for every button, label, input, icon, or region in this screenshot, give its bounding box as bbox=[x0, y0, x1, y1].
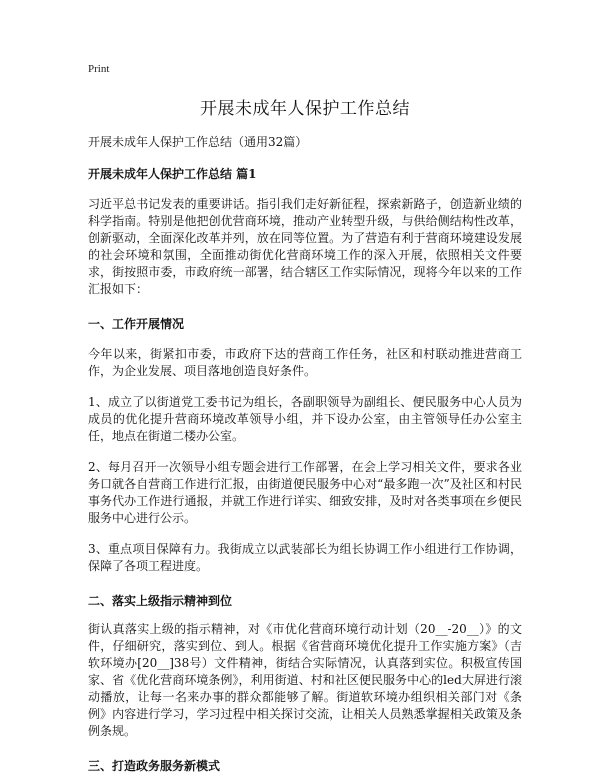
paragraph-implementation: 街认真落实上级的指示精神，对《市优化营商环境行动计划（20__-20__）》的文件，仔细研究，落实到位、到人。根据《省营商环境优化提升工作实施方案》（吉软环境办[20__]38号）文件精神，街结合实际情况，认真落到实位。积极宣传国家、省《优化营商环境条例》，利用街道、村和社区便民服务中心的led大屏进行滚动播放，让每一名来办事的群众都能够了解。街道软环境办组织相关部门对《条例》内容进行学习，学习过程中相关探讨交流，让相关人员熟悉掌握相关政策及条例条规。 bbox=[88, 622, 522, 738]
print-label: Print bbox=[88, 63, 110, 75]
paragraph-overview: 今年以来，街紧扣市委，市政府下达的营商工作任务，社区和村联动推进营商工作，为企业发展、项目落地创造良好条件。 bbox=[88, 347, 522, 378]
document-page bbox=[88, 62, 522, 774]
document-title: 开展未成年人保护工作总结 bbox=[200, 99, 410, 119]
paragraph-item-2: 2、每月召开一次领导小组专题会进行工作部署，在会上学习相关文件，要求各业务口就各自营商工作进行汇报，由街道便民服务中心对“最多跑一次”及社区和村民事务代办工作进行通报，并就工作进行详实、细致安排，及时对各类事项在乡便民服务中心进行公示。 bbox=[88, 460, 522, 525]
heading-implementation: 二、落实上级指示精神到位 bbox=[88, 594, 233, 608]
paragraph-item-3: 3、重点项目保障有力。我街成立以武装部长为组长协调工作小组进行工作协调，保障了各项工程进度。 bbox=[88, 542, 522, 573]
heading-work-progress: 一、工作开展情况 bbox=[88, 317, 185, 331]
section-title: 开展未成年人保护工作总结 篇1 bbox=[88, 167, 257, 181]
heading-service-model: 三、打造政务服务新模式 bbox=[88, 759, 221, 773]
paragraph-item-1: 1、成立了以街道党工委书记为组长，各副职领导为副组长、便民服务中心人员为成员的优化提升营商环境改革领导小组，并下设办公室，由主管领导任办公室主任，地点在街道二楼办公室。 bbox=[88, 395, 522, 443]
document-subtitle: 开展未成年人保护工作总结（通用32篇） bbox=[88, 135, 308, 149]
intro-paragraph: 习近平总书记发表的重要讲话。指引我们走好新征程，探索新路子，创造新业绩的科学指南。特别是他把创优营商环境，推动产业转型升级，与供给侧结构性改革，创新驱动，全面深化改革并列，放在同等位置。为了营造有利于营商环境建设发展的社会环境和氛围，全面推动街优化营商环境工作的深入开展，依照相关文件要求，街按照市委，市政府统一部署，结合辖区工作实际情况，现将今年以来的工作汇报如下： bbox=[88, 197, 522, 296]
